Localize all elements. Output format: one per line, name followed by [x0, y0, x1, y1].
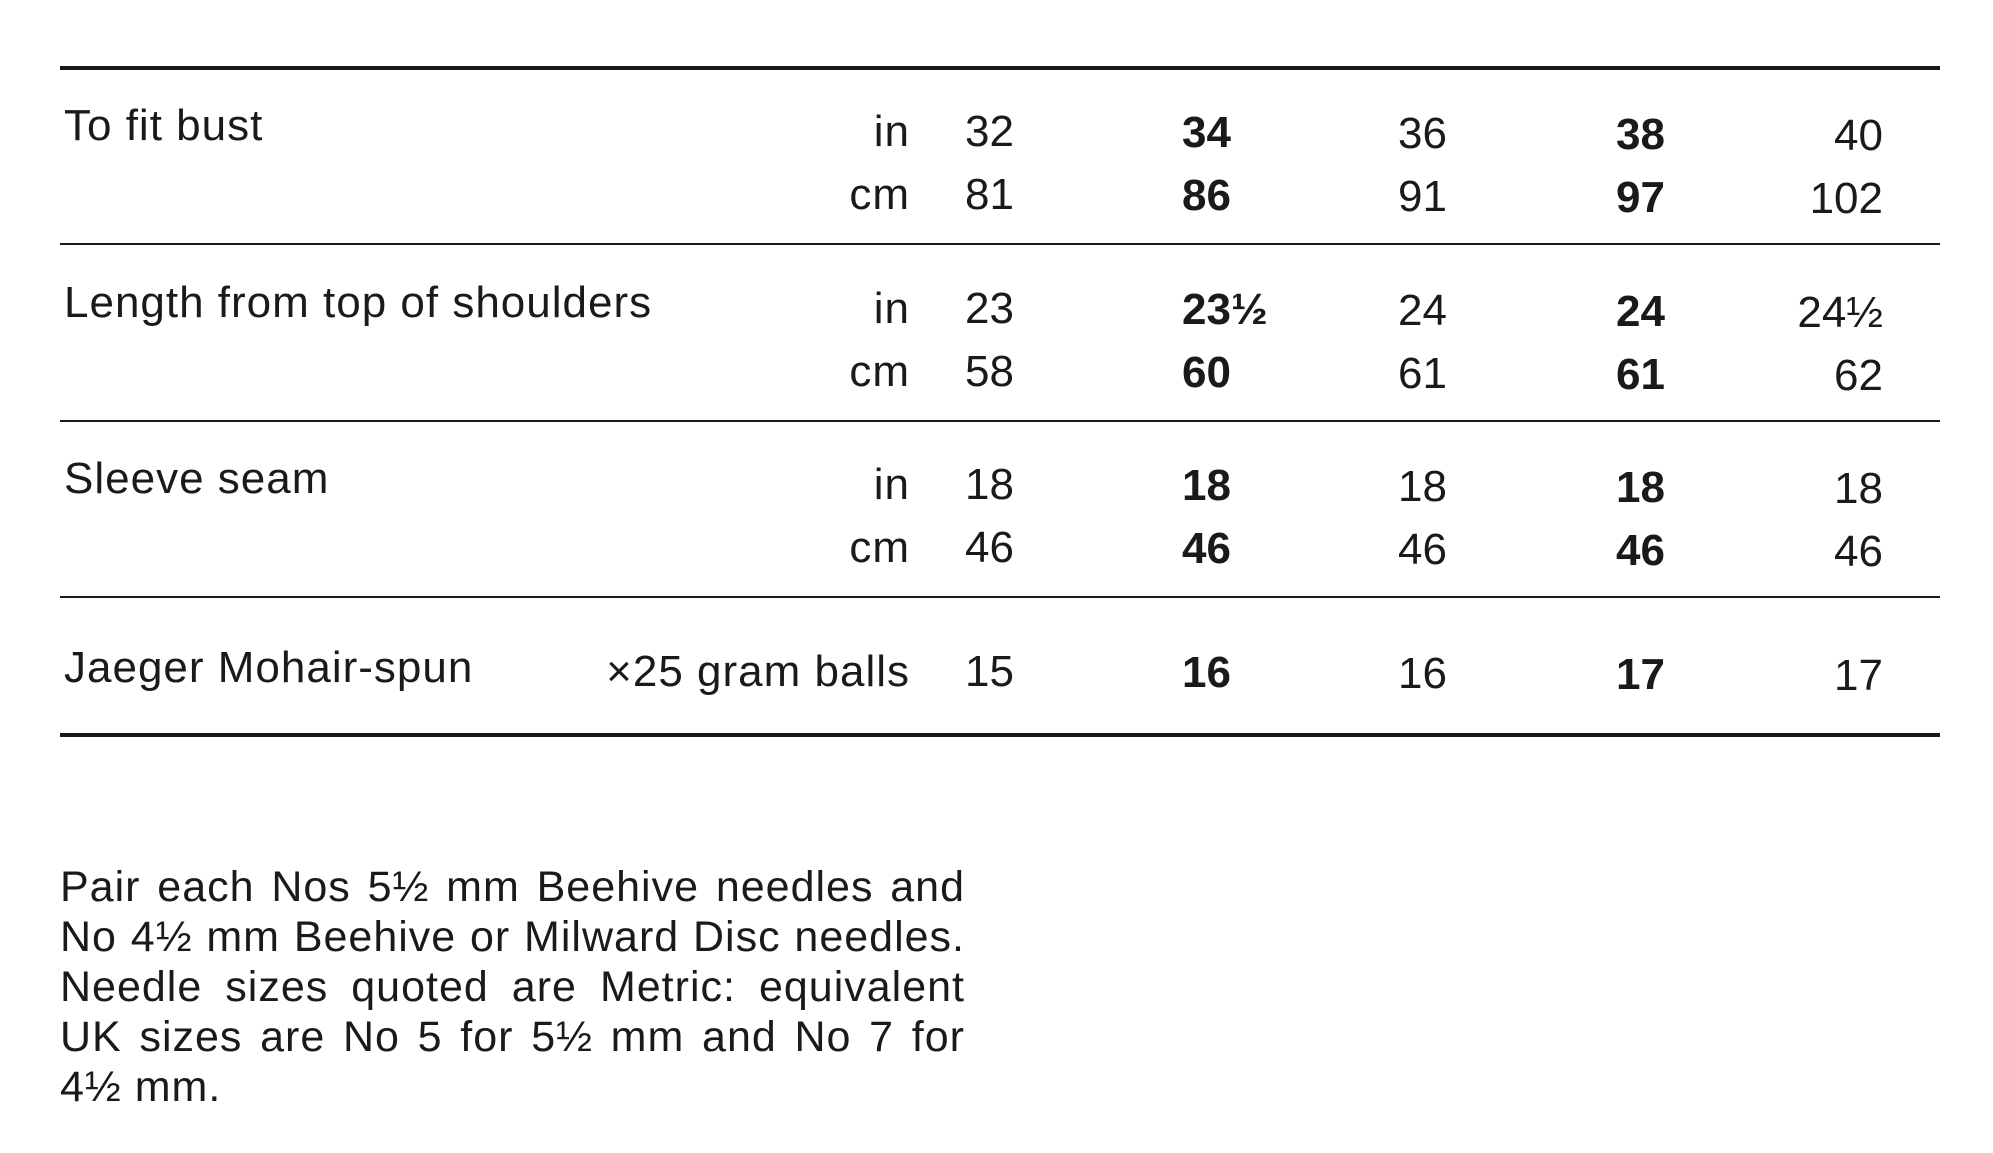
table-cell: 18: [1834, 464, 1883, 513]
table-cell: 46: [1616, 526, 1665, 575]
table-cell: 86: [1182, 171, 1231, 220]
unit-label: cm: [849, 347, 910, 396]
row-divider: [60, 243, 1940, 245]
table-cell: 18: [1182, 461, 1231, 510]
row-label-yarn: Jaeger Mohair-spun: [64, 643, 474, 692]
table-cell: 46: [1398, 525, 1447, 574]
table-cell: 17: [1834, 651, 1883, 700]
table-cell: 46: [1182, 524, 1231, 573]
table-cell: 61: [1616, 350, 1665, 399]
table-cell: 17: [1616, 650, 1665, 699]
table-cell: 81: [965, 170, 1014, 219]
table-cell: 97: [1616, 173, 1665, 222]
row-divider: [60, 596, 1940, 598]
unit-label: in: [873, 460, 910, 509]
row-label-sleeve: Sleeve seam: [64, 454, 330, 503]
table-cell: 102: [1809, 174, 1883, 223]
table-cell: 23: [965, 284, 1014, 333]
table-cell: 46: [965, 523, 1014, 572]
table-cell: 32: [965, 107, 1014, 156]
table-cell: 34: [1182, 108, 1231, 157]
table-cell: 18: [1616, 463, 1665, 512]
unit-label: in: [873, 107, 910, 156]
row-divider: [60, 420, 1940, 422]
table-cell: 23½: [1182, 285, 1268, 334]
table-cell: 24: [1616, 287, 1665, 336]
table-cell: 62: [1834, 351, 1883, 400]
table-cell: 91: [1398, 172, 1447, 221]
row-label-length: Length from top of shoulders: [64, 278, 653, 327]
table-top-rule: [60, 66, 1940, 70]
table-cell: 24½: [1797, 288, 1883, 337]
table-cell: 58: [965, 347, 1014, 396]
table-cell: 61: [1398, 349, 1447, 398]
table-cell: 15: [965, 647, 1014, 696]
table-cell: 18: [1398, 462, 1447, 511]
table-cell: 36: [1398, 109, 1447, 158]
table-cell: 38: [1616, 110, 1665, 159]
needles-note: Pair each Nos 5½ mm Beehive needles and No 4½ mm Beehive or Milward Disc needles. Needle sizes quoted are Metric: equivalent UK sizes are No 5 for 5½ mm and No 7 for 4½ mm.: [60, 863, 965, 1111]
table-cell: 40: [1834, 111, 1883, 160]
unit-label: in: [873, 284, 910, 333]
table-bottom-rule: [60, 733, 1940, 737]
table-cell: 18: [965, 460, 1014, 509]
table-cell: 16: [1182, 648, 1231, 697]
unit-label: cm: [849, 523, 910, 572]
table-cell: 16: [1398, 649, 1447, 698]
table-cell: 24: [1398, 286, 1447, 335]
unit-label: cm: [849, 170, 910, 219]
unit-label-balls: ×25 gram balls: [606, 647, 910, 696]
row-label-bust: To fit bust: [64, 101, 264, 150]
table-cell: 46: [1834, 527, 1883, 576]
table-cell: 60: [1182, 348, 1231, 397]
